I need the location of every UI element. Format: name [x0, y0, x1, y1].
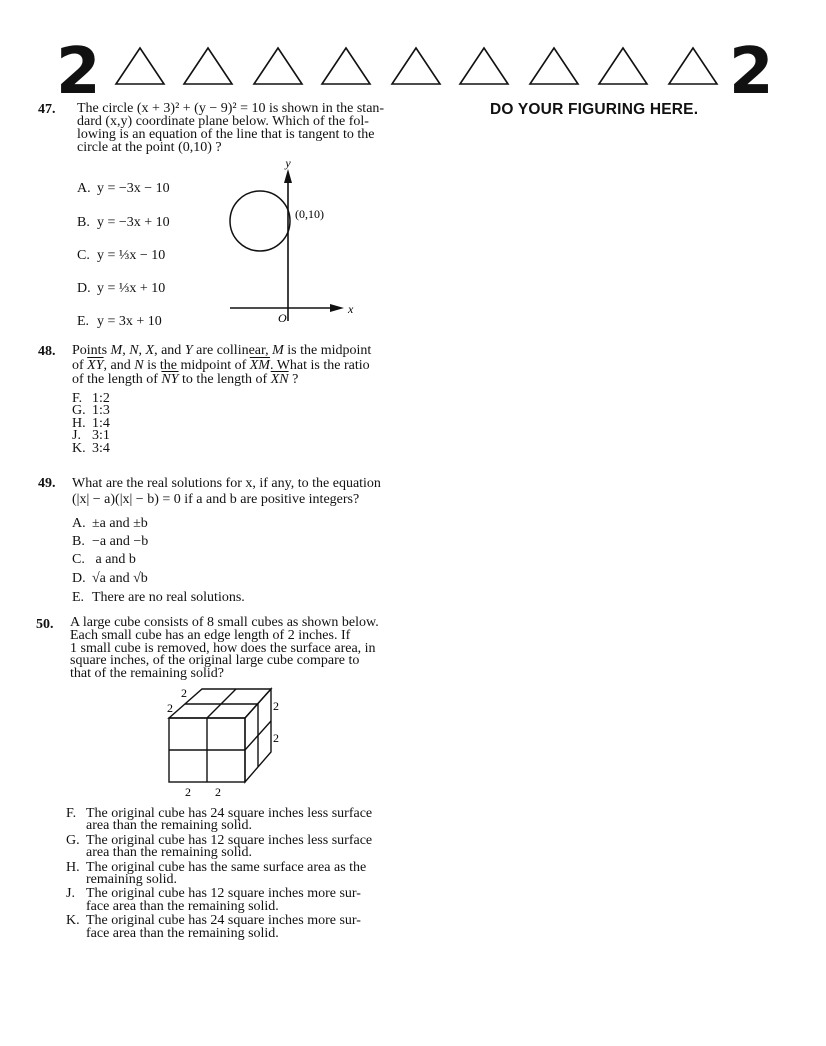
- question-49-text: [72, 476, 402, 508]
- choice-text: 1:3: [92, 403, 110, 419]
- question-50-line: 1 small cube is removed, how does the surface area, in: [70, 640, 376, 656]
- question-50-number: 50.: [36, 617, 54, 632]
- question-50-line: Each small cube has an edge length of 2 inches. If: [70, 627, 351, 643]
- y-axis-arrow: [284, 169, 292, 183]
- circle-shape: [230, 191, 290, 251]
- choice-letter: H.: [72, 415, 86, 431]
- choice-text: There are no real solutions.: [92, 590, 245, 605]
- choice-text: y = 3x + 10: [97, 314, 162, 329]
- choice-text: y = −3x − 10: [97, 181, 170, 196]
- question-49-line: (|x| − a)(|x| − b) = 0 if a and b are positive integers?: [72, 492, 360, 507]
- choice-letter: G.: [72, 403, 86, 419]
- choice-letter: J.: [66, 886, 75, 902]
- triangle-icon: [669, 48, 717, 84]
- choice-letter: B.: [77, 215, 90, 230]
- choice-text: 1:4: [92, 415, 110, 431]
- choice-text: y = ⅓x + 10: [97, 281, 166, 296]
- top-edge-label: 2: [167, 701, 173, 715]
- triangle-icon: [460, 48, 508, 84]
- choice-text: area than the remaining solid.: [86, 818, 252, 834]
- choice-text: area than the remaining solid.: [86, 845, 252, 861]
- choice-letter: K.: [66, 913, 80, 929]
- question-50-line: A large cube consists of 8 small cubes as shown below.: [70, 615, 379, 630]
- choice-letter: K.: [72, 440, 86, 456]
- header-triangle-row: [104, 44, 724, 92]
- choice-letter: F.: [66, 806, 77, 821]
- choice-letter: A.: [77, 181, 91, 196]
- choice-letter: C.: [72, 552, 85, 567]
- answer-choice-c[interactable]: [72, 551, 245, 569]
- question-49-choices: [72, 515, 245, 607]
- question-47-text: [77, 102, 407, 154]
- choice-text: ±a and ±b: [92, 516, 148, 531]
- question-48-choices: [72, 393, 110, 455]
- question-47-number: 47.: [38, 102, 56, 117]
- answer-choice-a[interactable]: [77, 180, 170, 197]
- answer-choice-d[interactable]: [72, 569, 245, 588]
- choice-letter: F.: [72, 391, 83, 406]
- question-50-text: [70, 617, 400, 681]
- question-50-line: square inches, of the original large cube compare to: [70, 653, 360, 669]
- question-48-line-3: of the length of $\overline{NY}$ to the length of $\overline{XN}$ ?: [72, 372, 299, 387]
- origin-label: O: [278, 311, 287, 325]
- triangle-icon: [254, 48, 302, 84]
- choice-text: y = ⅓x − 10: [97, 248, 166, 263]
- y-axis-label: y: [285, 156, 291, 170]
- cube-figure: [160, 684, 290, 802]
- answer-choice-g[interactable]: [66, 832, 396, 861]
- circle-tangent-figure: [222, 155, 362, 330]
- choice-text: −a and −b: [92, 534, 149, 549]
- choice-text: The original cube has 12 square inches less surface: [86, 832, 373, 848]
- answer-choice-k[interactable]: [72, 440, 110, 456]
- choice-text: a and b: [92, 552, 136, 567]
- answer-choice-e[interactable]: [72, 588, 245, 607]
- choice-text: The original cube has 24 square inches more sur-: [86, 913, 361, 929]
- choice-letter: B.: [72, 534, 85, 549]
- question-47-line: circle at the point (0,10) ?: [77, 140, 222, 155]
- question-47-line: The circle (x + 3)² + (y − 9)² = 10 is shown in the stan-: [77, 101, 385, 116]
- answer-choice-f[interactable]: [66, 808, 396, 833]
- answer-choice-h[interactable]: [66, 859, 396, 888]
- triangle-icon: [184, 48, 232, 84]
- triangle-icon: [392, 48, 440, 84]
- question-49-line: What are the real solutions for x, if any, to the equation: [72, 476, 381, 491]
- top-edge-label: 2: [181, 686, 187, 700]
- choice-letter: J.: [72, 428, 81, 444]
- right-edge-label: 2: [273, 731, 279, 745]
- answer-choice-c[interactable]: [77, 247, 165, 264]
- question-48-line-2: of $\overline{XY}$, and N is the midpoint of $\overline{XM}$. What is the ratio: [72, 357, 370, 373]
- choice-letter: D.: [77, 281, 91, 296]
- answer-choice-d[interactable]: [77, 280, 165, 297]
- bottom-edge-label: 2: [215, 785, 221, 799]
- x-axis-arrow: [330, 304, 344, 312]
- choice-text: 3:4: [92, 440, 110, 456]
- question-48-number: 48.: [38, 344, 56, 359]
- choice-text: √a and √b: [92, 571, 148, 586]
- question-50-choices: [66, 808, 396, 940]
- triangle-icon: [116, 48, 164, 84]
- choice-letter: E.: [72, 590, 85, 605]
- question-47-line: dard (x,y) coordinate plane below. Which of the fol-: [77, 114, 369, 129]
- answer-choice-a[interactable]: [72, 515, 245, 533]
- question-47-line: lowing is an equation of the line that is tangent to the: [77, 127, 375, 142]
- bottom-edge-label: 2: [185, 785, 191, 799]
- choice-text: 1:2: [92, 391, 110, 406]
- choice-letter: H.: [66, 859, 80, 875]
- point-label: (0,10): [295, 207, 324, 221]
- choice-text: The original cube has 24 square inches less surface: [86, 806, 373, 821]
- choice-text: 3:1: [92, 428, 110, 444]
- figuring-label: DO YOUR FIGURING HERE.: [490, 101, 699, 118]
- choice-text: remaining solid.: [86, 872, 177, 888]
- page-number-left: 2: [56, 35, 101, 109]
- right-edge-label: 2: [273, 699, 279, 713]
- page-number-right: 2: [729, 35, 774, 109]
- question-48-text: [72, 344, 402, 388]
- choice-text: y = −3x + 10: [97, 215, 170, 230]
- choice-text: The original cube has 12 square inches more sur-: [86, 886, 361, 902]
- answer-choice-j[interactable]: [66, 888, 396, 913]
- choice-text: face area than the remaining solid.: [86, 898, 279, 914]
- answer-choice-e[interactable]: [77, 313, 162, 330]
- choice-text: The original cube has the same surface area as the: [86, 859, 367, 875]
- question-49-number: 49.: [38, 476, 56, 491]
- answer-choice-k[interactable]: [66, 915, 396, 940]
- choice-letter: D.: [72, 571, 86, 586]
- choice-letter: C.: [77, 248, 90, 263]
- question-50-line: that of the remaining solid?: [70, 666, 224, 682]
- question-48-line-1: Points M, N, X, and Y are collinear, M is the midpoint: [72, 343, 372, 358]
- choice-text: face area than the remaining solid.: [86, 925, 279, 941]
- answer-choice-b[interactable]: [72, 533, 245, 551]
- triangle-icon: [599, 48, 647, 84]
- x-axis-label: x: [348, 302, 354, 316]
- choice-letter: G.: [66, 832, 80, 848]
- answer-choice-b[interactable]: [77, 214, 170, 231]
- choice-letter: A.: [72, 516, 86, 531]
- triangle-icon: [322, 48, 370, 84]
- choice-letter: E.: [77, 314, 90, 329]
- triangle-icon: [530, 48, 578, 84]
